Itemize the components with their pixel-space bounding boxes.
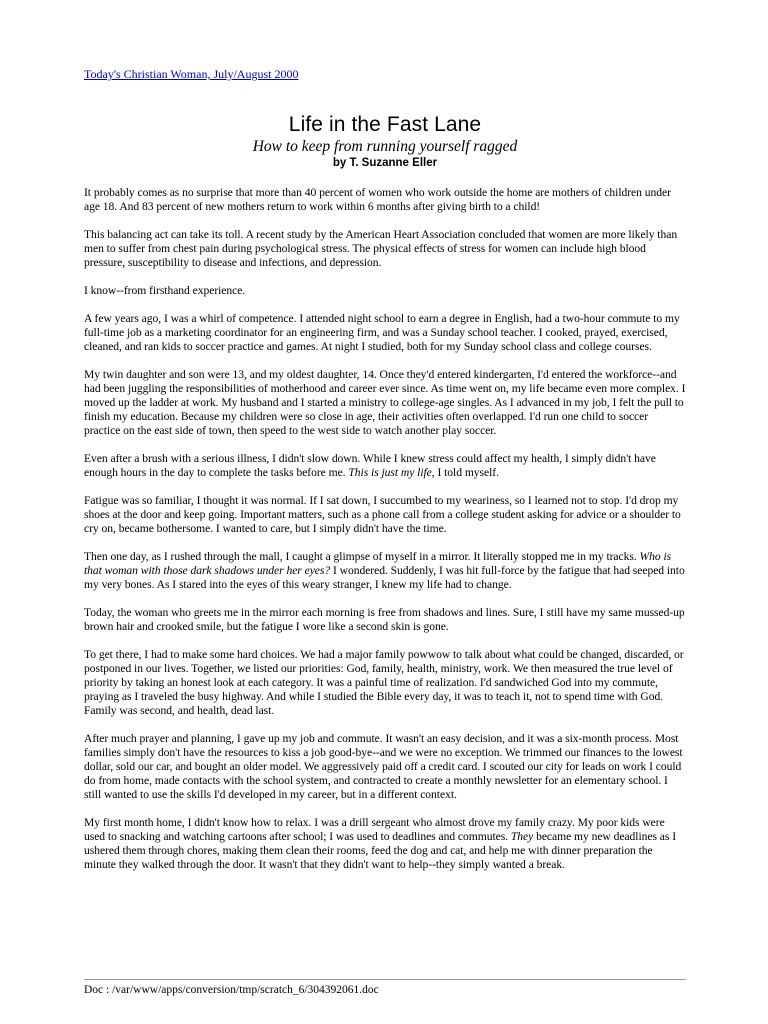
paragraph bbox=[84, 550, 686, 592]
paragraph-text: Even after a brush with a serious illness, I didn't slow down. While I knew stress could affect my health, I simply didn't have enough hours in the day to complete the tasks before me. bbox=[84, 452, 656, 479]
paragraph: Today, the woman who greets me in the mirror each morning is free from shadows and lines. Sure, I still have my same mussed-up brown hair and crooked smile, but the fatigue I wore like a second skin is gone. bbox=[84, 606, 685, 633]
paragraph: I know--from firsthand experience. bbox=[84, 284, 246, 297]
article-subtitle: How to keep from running yourself ragged bbox=[252, 138, 518, 155]
paragraph-text: , I told myself. bbox=[431, 466, 499, 479]
source-link[interactable]: Today's Christian Woman, July/August 2000 bbox=[84, 67, 299, 81]
paragraph-text: My first month home, I didn't know how to relax. I was a drill sergeant who almost drove my family crazy. My poor kids were used to snacking and watching cartoons after school; I was used to deadlines and commutes. bbox=[84, 816, 665, 843]
paragraph-text: Then one day, as I rushed through the mall, I caught a glimpse of myself in a mirror. It literally stopped me in my tracks. bbox=[84, 550, 640, 563]
footer-divider bbox=[84, 979, 686, 980]
paragraph-text: became my new deadlines as I ushered them through chores, making them clean their rooms, feed the dog and cat, and help me with dinner preparation the minute they walked through the door. It wasn't that they didn't want to help--they simply wanted a break. bbox=[84, 830, 677, 871]
document-page bbox=[84, 66, 686, 886]
paragraph-emphasis: This is just my life bbox=[348, 466, 432, 479]
article-title: Life in the Fast Lane bbox=[288, 113, 482, 136]
paragraph: A few years ago, I was a whirl of competence. I attended night school to earn a degree in English, had a two-hour commute to my full-time job as a marketing coordinator for an engineering firm, and was a Sunday school teacher. I cooked, prayed, exercised, cleaned, and ran kids to soccer practice and games. At night I studied, both for my Sunday school class and college courses. bbox=[84, 312, 680, 353]
article-byline: by T. Suzanne Eller bbox=[332, 157, 438, 169]
paragraph: Fatigue was so familiar, I thought it was normal. If I sat down, I succumbed to my weariness, so I learned not to stop. I'd drop my shoes at the door and keep going. Important matters, such as a phone call from a college student asking for advice or a shoulder to cry on, became bothersome. I wanted to care, but I simply didn't have the time. bbox=[84, 494, 681, 535]
paragraph: My twin daughter and son were 13, and my oldest daughter, 14. Once they'd entered kindergarten, I'd entered the workforce--and had been juggling the responsibilities of motherhood and career ever since. As time went on, my life became even more complex. I moved up the ladder at work. My husband and I started a ministry to college-age singles. As I advanced in my job, I felt the pull to finish my education. Because my children were so close in age, their activities often overlapped. I'd run one child to soccer practice on the east side of town, then speed to the west side to watch another play soccer. bbox=[84, 368, 686, 437]
paragraph: After much prayer and planning, I gave up my job and commute. It wasn't an easy decision, and it was a six-month process. Most families simply don't have the resources to kiss a job good-bye--and we were no exception. We trimmed our finances to the lowest dollar, sold our car, and bought an older model. We aggressively paid off a credit card. I scouted our city for leads on work I could do from home, made contacts with the school system, and contracted to create a monthly newsletter for an elementary school. I still wanted to use the skills I'd developed in my career, but in a different context. bbox=[84, 732, 683, 801]
paragraph-emphasis: They bbox=[510, 830, 534, 843]
paragraph-emphasis: Who is that woman with those dark shadows under her eyes? bbox=[84, 550, 672, 577]
paragraph-text: I wondered. Suddenly, I was hit full-force by the fatigue that had seeped into my very bones. As I stared into the eyes of this weary stranger, I knew my life had to change. bbox=[84, 564, 685, 591]
paragraph bbox=[84, 452, 686, 480]
paragraph: To get there, I had to make some hard choices. We had a major family powwow to talk about what could be changed, discarded, or postponed in our lives. Together, we listed our priorities: God, family, health, ministry, work. We then measured the true level of priority by taking an honest look at each category. It was a painful time of realization. I'd sandwiched God into my commute, praying as I traveled the busy highway. And while I studied the Bible every day, it was to teach it, not to spend time with God. Family was second, and health, dead last. bbox=[84, 648, 684, 717]
paragraph bbox=[84, 816, 686, 872]
paragraph: This balancing act can take its toll. A recent study by the American Heart Association concluded that women are more likely than men to suffer from chest pain during psychological stress. The physical effects of stress for women can include high blood pressure, susceptibility to disease and infections, and depression. bbox=[84, 228, 678, 269]
footer-doc-path: Doc : /var/www/apps/conversion/tmp/scratch_6/304392061.doc bbox=[84, 984, 379, 996]
paragraph: It probably comes as no surprise that more than 40 percent of women who work outside the home are mothers of children under age 18. And 83 percent of new mothers return to work within 6 months after giving birth to a child! bbox=[84, 186, 671, 213]
